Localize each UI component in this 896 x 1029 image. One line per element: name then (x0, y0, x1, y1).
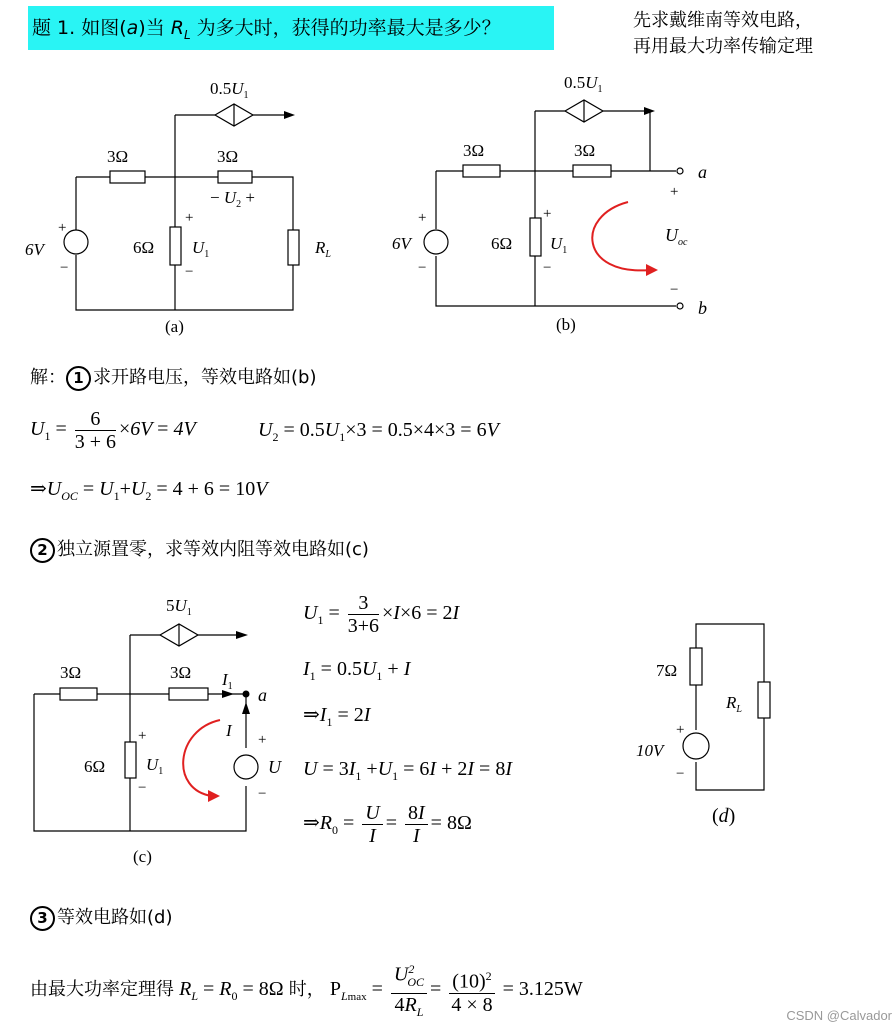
svg-text:−: − (138, 780, 147, 796)
v6-label-a: 6V (25, 240, 44, 259)
i1-label-c: $I_1$ (222, 670, 233, 692)
circuit-a (20, 70, 331, 340)
equation-u1: $U_1$ = $\frac{6}{3 + 6}$ ×6V = 4V (30, 408, 196, 453)
equation-u2: $U_2 = 0.5U_1\times 3 = 0.5\times 4\times 3 = 6V$ (258, 419, 499, 444)
svg-text:+: + (418, 210, 427, 226)
title-text: 题 1. 如图(a)当 $R_L$ 为多大时，获得的功率最大是多少？ (32, 17, 501, 42)
v6-label-b: 6V (392, 234, 411, 253)
svg-text:−: − (418, 260, 427, 276)
step-1 (30, 363, 316, 391)
equation-c-i1: $I_1 = 0.5U_1 + I$ (303, 658, 411, 683)
r3-mid-c: 3Ω (170, 663, 192, 682)
hint-line-1: 先求戴维南等效电路， (633, 10, 813, 31)
i-label-c: I (226, 721, 232, 740)
r3-left-a: 3Ω (107, 147, 129, 166)
r6-label-a: 6Ω (133, 238, 155, 257)
watermark: CSDN @Calvador (786, 1008, 892, 1023)
step-2 (30, 535, 369, 563)
step-3-number: 3 (30, 906, 55, 931)
equation-c-u1: $U_1$ = $\frac{3}{3+6}$ ×I×6 = 2I (303, 592, 460, 637)
equation-c-u: $U = 3I_1 +U_1 = 6I + 2I = 8I$ (303, 758, 512, 783)
caption-c: (c) (133, 847, 152, 866)
rl-label-d: $R_L$ (726, 693, 742, 715)
svg-text:−: − (676, 766, 685, 782)
r6-label-c: 6Ω (84, 757, 106, 776)
uoc-label-b: $U_{oc}$ (665, 225, 688, 248)
final-prefix: 由最大功率定理得 (30, 978, 174, 1000)
solution-label: 解： (30, 367, 66, 388)
caption-a: (a) (165, 317, 184, 336)
step-2-number: 2 (30, 538, 55, 563)
ccs-label-c: $5U_1$ (166, 596, 192, 618)
problem-title (28, 6, 554, 50)
u-label-c: U (268, 757, 281, 777)
hint-line-2: 再用最大功率传输定理 (633, 36, 813, 57)
svg-text:+: + (258, 732, 267, 748)
circuit-c (20, 590, 300, 870)
svg-text:+: + (543, 206, 552, 222)
u1-label-c: $U_1$ (146, 755, 164, 777)
hint-note (633, 8, 813, 60)
svg-text:−: − (543, 260, 552, 276)
step-1-number: 1 (66, 366, 91, 391)
step-2-text: 独立源置零，求等效内阻等效电路如(c) (57, 539, 369, 560)
u1-label-b: $U_1$ (550, 234, 568, 256)
ccs-label-b: $0.5U_1$ (564, 73, 603, 95)
svg-text:−: − (185, 264, 194, 280)
ccs-label-a: $0.5U_1$ (210, 79, 249, 101)
svg-text:+: + (185, 210, 194, 226)
final-result: 由最大功率定理得 $R_L = R_0 = 8\Omega$ 时， $P_{Lmax}$ = $\frac{U^2_{OC}}{4R_L}$ = $\frac{(10)^2}{4 \times 8}$ = 3.125W (30, 958, 583, 1023)
circuit-d (630, 610, 800, 840)
step-3-text: 等效电路如(d) (57, 907, 173, 928)
svg-text:+: + (676, 722, 685, 738)
node-b-b: b (698, 298, 707, 318)
step-3 (30, 903, 172, 931)
r3-mid-b: 3Ω (574, 141, 596, 160)
r3-left-b: 3Ω (463, 141, 485, 160)
r6-label-b: 6Ω (491, 234, 513, 253)
equation-uoc: $\Rightarrow U_{OC} = U_1+U_2 = 4 + 6 = 10V$ (30, 478, 268, 503)
v10-label-d: 10V (636, 741, 664, 760)
svg-text:+: + (138, 728, 147, 744)
svg-text:+: + (58, 220, 67, 236)
step-1-text: 求开路电压，等效电路如(b) (93, 367, 317, 388)
u1-label-a: $U_1$ (192, 238, 210, 260)
svg-text:−: − (258, 786, 267, 802)
node-a-b: a (698, 162, 707, 182)
svg-text:−: − (60, 260, 69, 276)
u2-label-a: − $U_2$ + (210, 188, 255, 210)
result-value: = 3.125W (502, 977, 583, 1000)
r3-mid-a: 3Ω (217, 147, 239, 166)
node-a-c: a (258, 685, 267, 705)
equation-c-i1-result: $\Rightarrow I_1 = 2I$ (303, 704, 371, 729)
svg-text:+: + (670, 184, 679, 200)
svg-text:−: − (670, 282, 679, 298)
equation-c-r0: $\Rightarrow R_0$ = $\frac{U}{I}$ = $\frac{8I}{I}$ = 8Ω (303, 802, 472, 847)
final-time: 时， (288, 978, 325, 1000)
r3-left-c: 3Ω (60, 663, 82, 682)
caption-d: (d) (712, 805, 736, 827)
caption-b: (b) (556, 315, 576, 334)
r7-label-d: 7Ω (656, 661, 678, 680)
circuit-b (380, 66, 720, 341)
rl-label-a: $R_L$ (315, 238, 331, 260)
